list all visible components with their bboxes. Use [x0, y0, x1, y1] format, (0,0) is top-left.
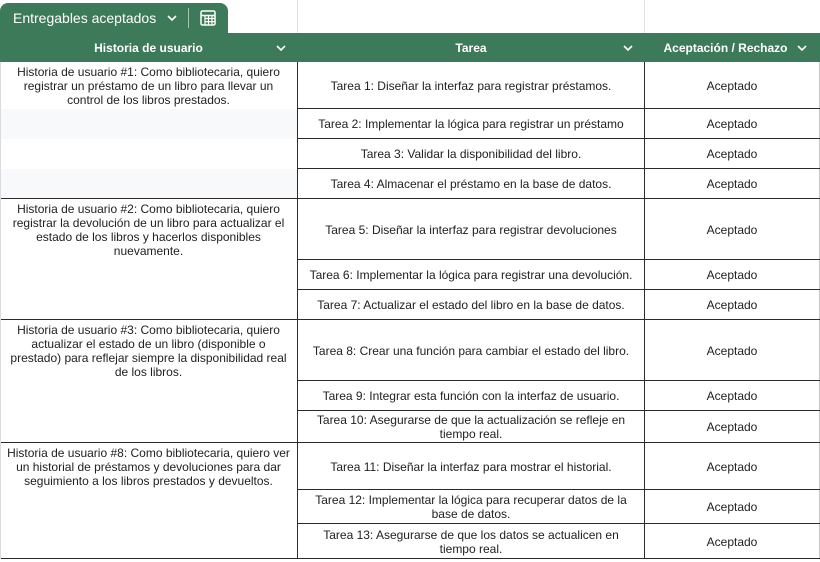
table-view-icon[interactable]	[199, 9, 217, 27]
row-divider	[297, 138, 820, 139]
story-cell[interactable]	[0, 199, 297, 320]
table-name-label: Entregables aceptados	[13, 10, 157, 26]
tab-divider	[188, 8, 189, 28]
status-cell[interactable]: Aceptado	[645, 139, 820, 169]
task-cell[interactable]: Tarea 5: Diseñar la interfaz para registrar devoluciones	[297, 199, 645, 260]
status-cell[interactable]: Aceptado	[645, 199, 820, 260]
status-cell[interactable]: Aceptado	[645, 443, 820, 490]
row-divider	[297, 380, 820, 381]
table-row[interactable]	[297, 139, 820, 169]
status-cell[interactable]: Aceptado	[645, 169, 820, 199]
task-cell[interactable]: Tarea 8: Crear una función para cambiar el estado del libro.	[297, 320, 645, 381]
status-cell[interactable]: Aceptado	[645, 260, 820, 290]
task-cell[interactable]: Tarea 1: Diseñar la interfaz para registrar préstamos.	[297, 62, 645, 109]
task-cell[interactable]: Tarea 13: Asegurarse de que los datos se actualicen en tiempo real.	[297, 524, 645, 559]
story-text: Historia de usuario #2: Como bibliotecaria, quiero registrar la devolución de un libro para actualizar el estado de los libros y hacerlos disponibles nuevamente.	[12, 202, 285, 258]
table-name-tab[interactable]	[0, 3, 228, 33]
status-cell[interactable]: Aceptado	[645, 381, 820, 411]
row-divider	[297, 259, 820, 260]
table-row[interactable]	[297, 62, 820, 109]
table-row[interactable]	[297, 443, 820, 490]
sheet-top-strip	[0, 0, 820, 33]
status-cell[interactable]: Aceptado	[645, 320, 820, 381]
table-row[interactable]	[297, 411, 820, 443]
status-cell[interactable]: Aceptado	[645, 490, 820, 524]
task-cell[interactable]: Tarea 9: Integrar esta función con la interfaz de usuario.	[297, 381, 645, 411]
row-divider	[297, 489, 820, 490]
table-bottom-border	[0, 558, 820, 559]
status-cell[interactable]: Aceptado	[645, 411, 820, 443]
story-text: Historia de usuario #1: Como bibliotecaria, quiero registrar un préstamo de un libro para llevar un control de los libros prestados.	[17, 65, 280, 107]
column-header-label: Tarea	[455, 40, 487, 55]
status-cell[interactable]: Aceptado	[645, 109, 820, 139]
story-cell[interactable]	[0, 320, 297, 443]
table-header	[0, 33, 820, 62]
task-cell[interactable]: Tarea 12: Implementar la lógica para recuperar datos de la base de datos.	[297, 490, 645, 524]
row-divider	[297, 410, 820, 411]
status-cell[interactable]: Aceptado	[645, 290, 820, 320]
row-divider	[297, 289, 820, 290]
story-cell[interactable]	[0, 443, 297, 559]
grid-line	[297, 0, 298, 33]
chevron-down-icon[interactable]	[274, 41, 288, 55]
column-header-aceptacion[interactable]	[645, 33, 820, 62]
column-header-label: Aceptación / Rechazo	[663, 40, 788, 55]
chevron-down-icon[interactable]	[165, 11, 179, 25]
row-divider	[297, 523, 820, 524]
story-cell[interactable]	[0, 62, 297, 199]
table-row[interactable]	[297, 320, 820, 381]
task-cell[interactable]: Tarea 3: Validar la disponibilidad del libro.	[297, 139, 645, 169]
row-divider	[297, 108, 820, 109]
table-row[interactable]	[297, 524, 820, 559]
story-text: Historia de usuario #8: Como bibliotecaria, quiero ver un historial de préstamos y devoluciones para dar seguimiento a los libros prestados y devueltos.	[7, 446, 290, 488]
table-row[interactable]	[297, 199, 820, 260]
column-header-tarea[interactable]	[297, 33, 645, 62]
column-header-historia[interactable]	[0, 33, 297, 62]
task-cell[interactable]: Tarea 10: Asegurarse de que la actualización se refleje en tiempo real.	[297, 411, 645, 443]
task-cell[interactable]: Tarea 2: Implementar la lógica para registrar un préstamo	[297, 109, 645, 139]
table-row[interactable]	[297, 381, 820, 411]
table-row[interactable]	[297, 169, 820, 199]
task-cell[interactable]: Tarea 6: Implementar la lógica para registrar una devolución.	[297, 260, 645, 290]
row-divider	[297, 168, 820, 169]
status-cell[interactable]: Aceptado	[645, 62, 820, 109]
grid-line	[644, 0, 645, 33]
task-cell[interactable]: Tarea 11: Diseñar la interfaz para mostrar el historial.	[297, 443, 645, 490]
column-header-label: Historia de usuario	[94, 40, 203, 55]
chevron-down-icon[interactable]	[621, 41, 635, 55]
status-cell[interactable]: Aceptado	[645, 524, 820, 559]
story-text: Historia de usuario #3: Como bibliotecaria, quiero actualizar el estado de un libro (disponible o prestado) para reflejar siempre la disponibilidad real de los libros.	[10, 323, 287, 379]
table-row[interactable]	[297, 109, 820, 139]
task-cell[interactable]: Tarea 7: Actualizar el estado del libro en la base de datos.	[297, 290, 645, 320]
table-row[interactable]	[297, 260, 820, 290]
table-row[interactable]	[297, 290, 820, 320]
table-row[interactable]	[297, 490, 820, 524]
chevron-down-icon[interactable]	[795, 41, 809, 55]
task-cell[interactable]: Tarea 4: Almacenar el préstamo en la base de datos.	[297, 169, 645, 199]
